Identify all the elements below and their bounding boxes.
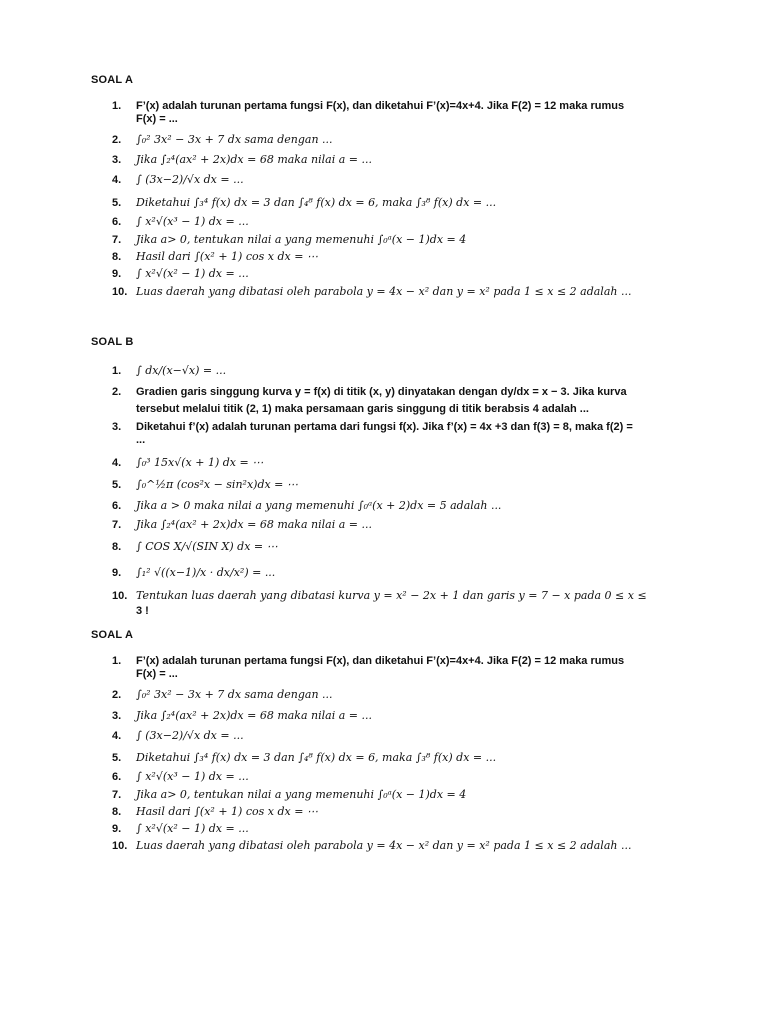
- question-item: 5. Diketahui ∫₃⁴ f(x) dx = 3 dan ∫₄⁸ f(x) dx = 6, maka ∫₃⁸ f(x) dx = ...: [112, 751, 497, 764]
- question-item: 10. Tentukan luas daerah yang dibatasi kurva y = x² − 2x + 1 dan garis y = 7 − x pada 0 ≤ x ≤ 3 !: [112, 589, 647, 617]
- question-item: 5. ∫₀^½π (cos²x − sin²x)dx = ⋯: [112, 478, 298, 491]
- question-item: 6. ∫ x²√(x³ − 1) dx = ...: [112, 770, 249, 783]
- question-item: 9. ∫₁² √((x−1)/x · dx/x²) = ...: [112, 566, 276, 579]
- question-item: 9. ∫ x²√(x² − 1) dx = ...: [112, 822, 249, 835]
- question-item: 6. ∫ x²√(x³ − 1) dx = ...: [112, 215, 249, 228]
- question-item: 1. F’(x) adalah turunan pertama fungsi F(x), dan diketahui F’(x)=4x+4. Jika F(2) = 12 maka rumus F(x) = ...: [112, 100, 625, 125]
- question-item: 1. F’(x) adalah turunan pertama fungsi F(x), dan diketahui F’(x)=4x+4. Jika F(2) = 12 maka rumus F(x) = ...: [112, 655, 625, 680]
- question-item: 7. Jika a> 0, tentukan nilai a yang memenuhi ∫₀ᵃ(x − 1)dx = 4: [112, 788, 467, 801]
- question-item: 10. Luas daerah yang dibatasi oleh parabola y = 4x − x² dan y = x² pada 1 ≤ x ≤ 2 adalah ...: [112, 285, 632, 298]
- question-item: 1. ∫ dx/(x−√x) = ...: [112, 364, 227, 377]
- section-title: SOAL A: [91, 629, 134, 641]
- question-item: 3. Jika ∫₂⁴(ax² + 2x)dx = 68 maka nilai a = ...: [112, 153, 372, 166]
- question-item: 4. ∫ (3x−2)/√x dx = ...: [112, 729, 244, 742]
- question-item: 8. Hasil dari ∫(x² + 1) cos x dx = ⋯: [112, 250, 318, 263]
- section-title: SOAL B: [91, 336, 134, 348]
- question-item: 7. Jika a> 0, tentukan nilai a yang memenuhi ∫₀ᵃ(x − 1)dx = 4: [112, 233, 467, 246]
- question-item: 8. ∫ COS X/√(SIN X) dx = ⋯: [112, 540, 278, 553]
- section-title: SOAL A: [91, 74, 134, 86]
- question-item: 4. ∫₀³ 15x√(x + 1) dx = ⋯: [112, 456, 264, 469]
- question-item: 3. Jika ∫₂⁴(ax² + 2x)dx = 68 maka nilai a = ...: [112, 709, 372, 722]
- question-item: 3. Diketahui f’(x) adalah turunan pertama dari fungsi f(x). Jika f’(x) = 4x +3 dan f(3) = 8, maka f(2) = ...: [112, 421, 633, 446]
- question-item: 6. Jika a > 0 maka nilai a yang memenuhi ∫₀ᵃ(x + 2)dx = 5 adalah ...: [112, 499, 502, 512]
- question-item: 8. Hasil dari ∫(x² + 1) cos x dx = ⋯: [112, 805, 318, 818]
- question-item: 2. ∫₀² 3x² − 3x + 7 dx sama dengan ...: [112, 688, 333, 701]
- question-item: 7. Jika ∫₂⁴(ax² + 2x)dx = 68 maka nilai a = ...: [112, 518, 372, 531]
- question-item: 9. ∫ x²√(x² − 1) dx = ...: [112, 267, 249, 280]
- question-item: 4. ∫ (3x−2)/√x dx = ...: [112, 173, 244, 186]
- question-item: 2. ∫₀² 3x² − 3x + 7 dx sama dengan ...: [112, 133, 333, 146]
- question-item: 5. Diketahui ∫₃⁴ f(x) dx = 3 dan ∫₄⁸ f(x) dx = 6, maka ∫₃⁸ f(x) dx = ...: [112, 196, 497, 209]
- question-item: 10. Luas daerah yang dibatasi oleh parabola y = 4x − x² dan y = x² pada 1 ≤ x ≤ 2 adalah ...: [112, 839, 632, 852]
- question-item: 2. Gradien garis singgung kurva y = f(x) di titik (x, y) dinyatakan dengan dy/dx = x − 3. Jika kurva tersebut melalui titik (2, 1) maka persamaan garis singgung di titik berabsis 4 adalah ...: [112, 386, 627, 415]
